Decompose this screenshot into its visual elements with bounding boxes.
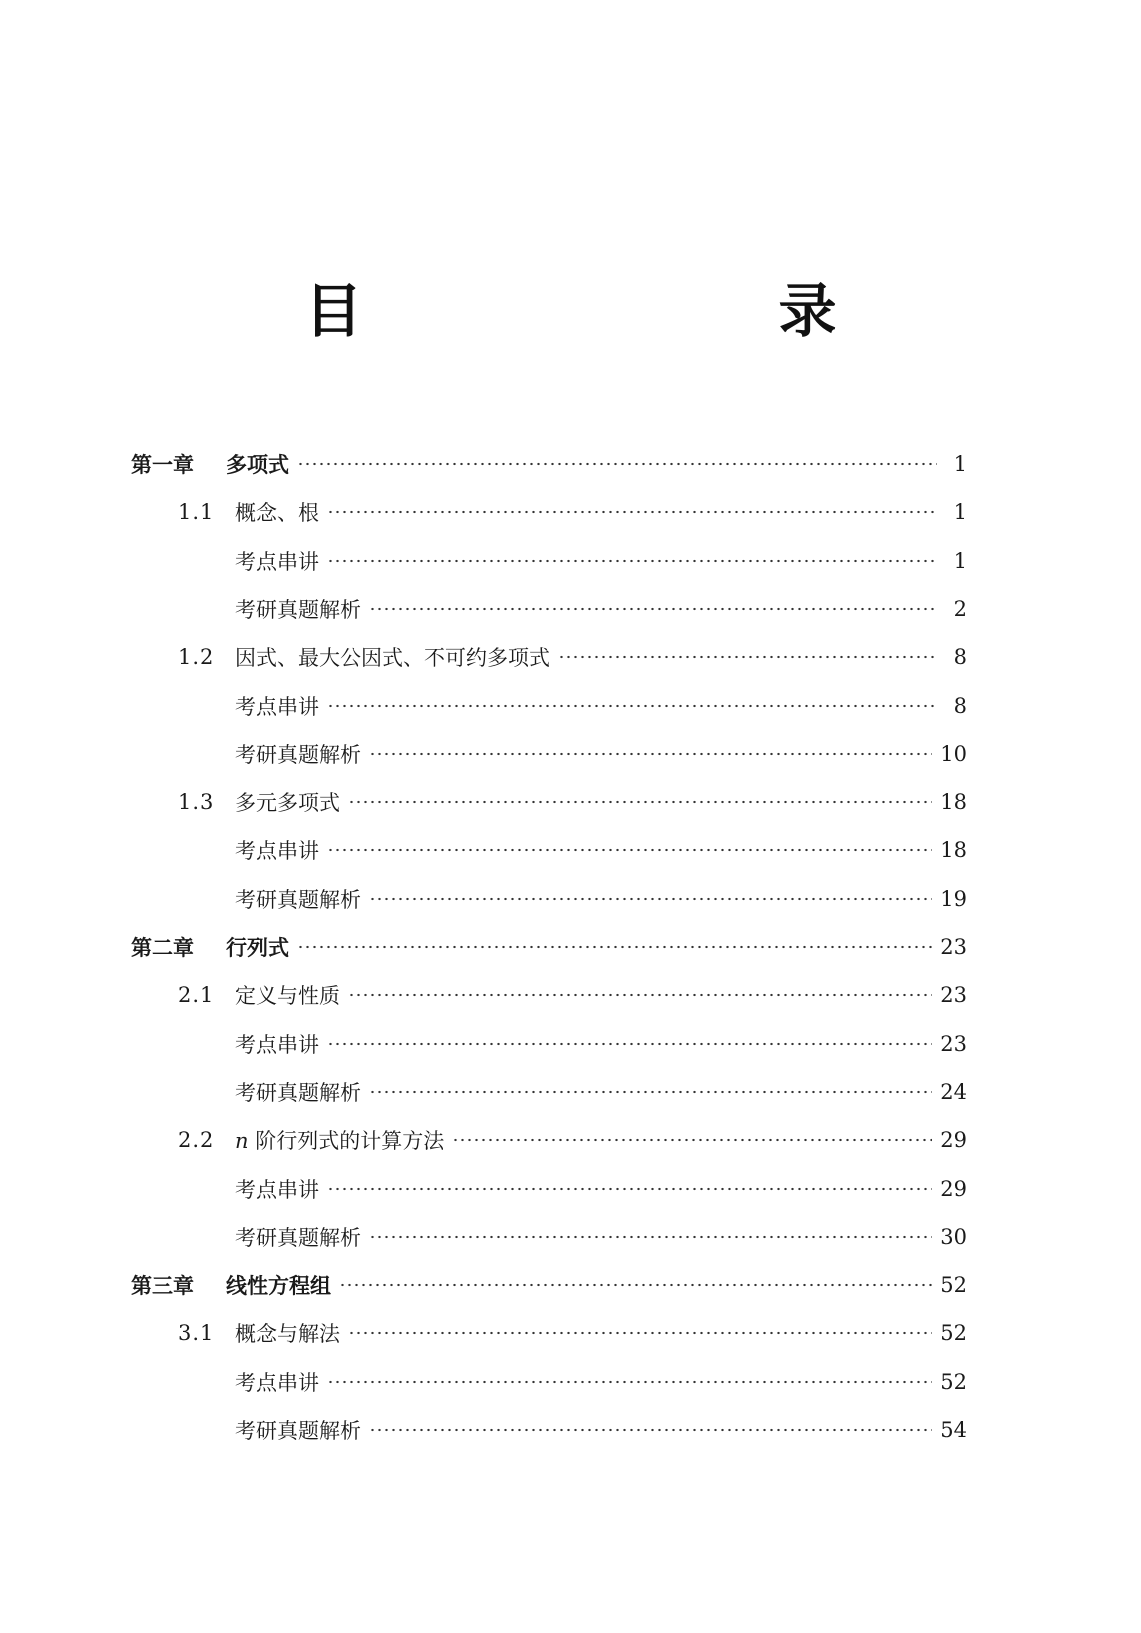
toc-entry-number: 2.1 <box>178 983 215 1008</box>
toc-section-entry[interactable] <box>178 785 967 819</box>
toc-dot-leader <box>327 704 937 708</box>
toc-subsection-entry[interactable] <box>235 1172 967 1206</box>
toc-entry-label: 线性方程组 <box>226 1274 331 1299</box>
toc-page-number: 2 <box>953 596 967 621</box>
toc-entry-label: 考点串讲 <box>235 1032 319 1057</box>
toc-entry-number: 2.2 <box>178 1128 215 1153</box>
toc-page-number: 8 <box>953 645 967 670</box>
toc-dot-leader <box>369 752 932 756</box>
toc-dot-leader <box>452 1138 932 1142</box>
toc-dot-leader <box>369 607 937 611</box>
toc-entry-label: 考研真题解析 <box>235 1225 361 1250</box>
toc-entry-label: 行列式 <box>226 936 289 960</box>
toc-dot-leader <box>348 993 932 997</box>
toc-dot-leader <box>327 848 932 852</box>
toc-section-entry[interactable] <box>178 1123 967 1157</box>
toc-entry-number: 1.3 <box>178 790 215 815</box>
toc-entry-label-italic: n <box>235 1129 249 1154</box>
toc-entry-label: 定义与性质 <box>235 984 340 1009</box>
toc-page-number: 30 <box>940 1224 967 1249</box>
toc-entry-label: 考点串讲 <box>235 1370 319 1395</box>
toc-page-number: 23 <box>940 983 967 1008</box>
toc-page-number: 19 <box>940 886 967 911</box>
toc-page-number: 52 <box>940 1369 967 1394</box>
toc-entry-number: 3.1 <box>178 1321 215 1346</box>
toc-entry-label: 考研真题解析 <box>235 742 361 767</box>
toc-page-number: 18 <box>940 838 967 863</box>
toc-dot-leader <box>327 1187 932 1191</box>
toc-entry-label: 考研真题解析 <box>235 597 361 622</box>
toc-entry-label: 考点串讲 <box>235 694 319 719</box>
toc-entry-number: 第一章 <box>131 453 194 477</box>
toc-page-number: 1 <box>953 548 967 573</box>
toc-dot-leader <box>297 462 937 466</box>
toc-subsection-entry[interactable] <box>235 882 967 916</box>
toc-subsection-entry[interactable] <box>235 1027 967 1061</box>
toc-entry-label: 考研真题解析 <box>235 1419 361 1443</box>
toc-page-number: 54 <box>940 1418 967 1442</box>
toc-entry-label: 多元多项式 <box>235 791 340 816</box>
toc-subsection-entry[interactable] <box>235 1365 967 1399</box>
toc-page-number: 52 <box>940 1321 967 1346</box>
toc-entry-label: 考点串讲 <box>235 1177 319 1202</box>
toc-subsection-entry[interactable] <box>235 592 967 626</box>
toc-dot-leader <box>327 1380 932 1384</box>
toc-entry-number: 第三章 <box>131 1274 194 1299</box>
toc-dot-leader <box>369 1090 932 1094</box>
toc-subsection-entry[interactable] <box>235 737 967 771</box>
toc-chapter-entry[interactable] <box>131 930 967 964</box>
toc-dot-leader <box>369 897 932 901</box>
toc-entry-number: 1.1 <box>178 500 215 525</box>
toc-chapter-entry[interactable] <box>131 1268 967 1302</box>
toc-page-number: 24 <box>940 1079 967 1104</box>
toc-dot-leader <box>339 1283 932 1287</box>
toc-dot-leader <box>297 945 932 949</box>
toc-entry-label: 考研真题解析 <box>235 887 361 912</box>
toc-entry-label: 因式、最大公因式、不可约多项式 <box>235 646 550 671</box>
toc-page-number: 8 <box>953 693 967 718</box>
toc-entry-number: 第二章 <box>131 936 194 960</box>
toc-page-number: 52 <box>940 1273 967 1298</box>
toc-entry-label: 多项式 <box>226 453 289 477</box>
toc-dot-leader <box>327 510 937 514</box>
toc-entry-label: 考研真题解析 <box>235 1080 361 1105</box>
toc-entry-label-text: 阶行列式的计算方法 <box>248 1129 445 1154</box>
toc-entry-label <box>235 1125 448 1155</box>
toc-section-entry[interactable] <box>178 640 967 674</box>
toc-page-number: 23 <box>940 935 967 959</box>
toc-dot-leader <box>348 800 932 804</box>
toc-page-number: 10 <box>940 741 967 766</box>
toc-entry-label: 考点串讲 <box>235 839 319 864</box>
toc-entry-label: 考点串讲 <box>235 549 319 574</box>
toc-section-entry[interactable] <box>178 1316 967 1350</box>
toc-entry-number: 1.2 <box>178 645 215 670</box>
toc-chapter-entry[interactable] <box>131 447 967 481</box>
toc-dot-leader <box>327 559 937 563</box>
toc-page-number: 1 <box>953 500 967 525</box>
toc-page-number: 1 <box>953 452 967 476</box>
toc-subsection-entry[interactable] <box>235 833 967 867</box>
toc-subsection-entry[interactable] <box>235 544 967 578</box>
toc-dot-leader <box>348 1331 932 1335</box>
toc-page-number: 18 <box>940 790 967 815</box>
toc-section-entry[interactable] <box>178 495 967 529</box>
toc-subsection-entry[interactable] <box>235 1220 967 1254</box>
page-title: 目 录 <box>304 277 937 345</box>
toc-page-number: 23 <box>940 1031 967 1056</box>
toc-dot-leader <box>369 1235 932 1239</box>
toc-subsection-entry[interactable] <box>235 1413 967 1447</box>
toc-subsection-entry[interactable] <box>235 689 967 723</box>
toc-dot-leader <box>327 1042 932 1046</box>
toc-dot-leader <box>558 655 937 659</box>
toc-dot-leader <box>369 1428 932 1432</box>
toc-page-number: 29 <box>940 1176 967 1201</box>
toc-section-entry[interactable] <box>178 978 967 1012</box>
toc-entry-label: 概念与解法 <box>235 1322 340 1347</box>
toc-entry-label: 概念、根 <box>235 501 319 526</box>
toc-subsection-entry[interactable] <box>235 1075 967 1109</box>
toc-page-number: 29 <box>940 1128 967 1153</box>
